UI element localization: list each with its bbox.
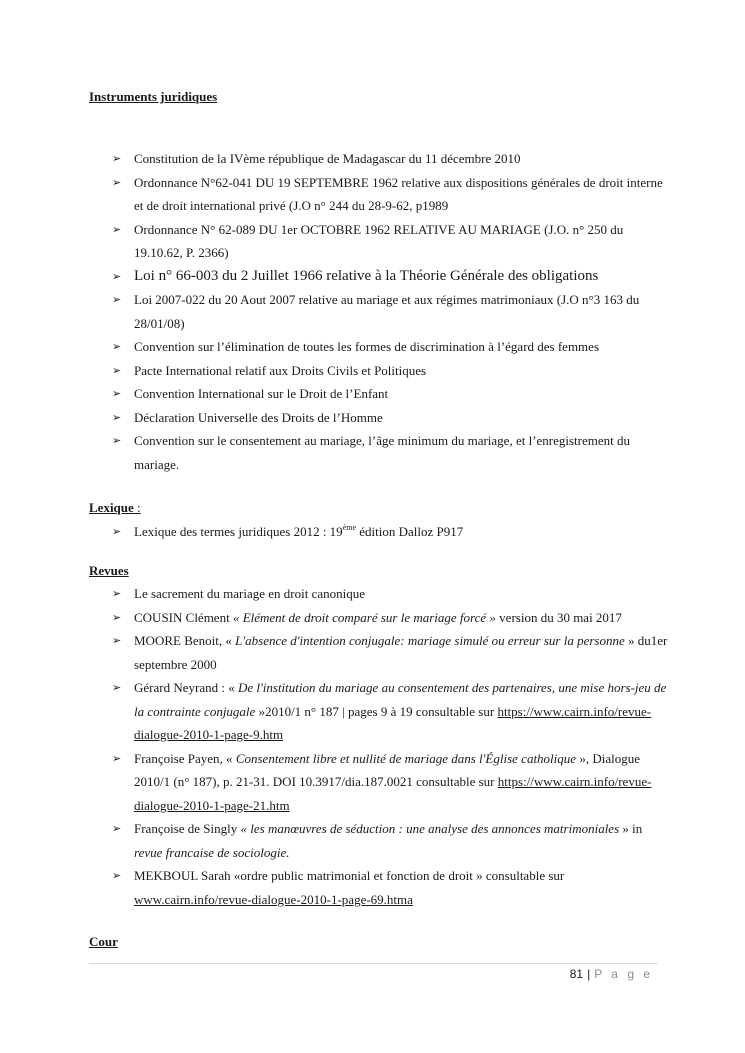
arrow-bullet-icon: ➢ xyxy=(112,869,122,882)
arrow-bullet-icon: ➢ xyxy=(112,387,122,400)
list-item: ➢ Convention International sur le Droit de l’Enfant xyxy=(112,382,672,406)
list-item: ➢ Convention sur le consentement au mariage, l’âge minimum du mariage, et l’enregistrement du mariage. xyxy=(112,429,672,476)
list-item: ➢ Constitution de la IVème république de Madagascar du 11 décembre 2010 xyxy=(112,147,672,171)
page-number: 81 xyxy=(569,967,584,981)
page-footer xyxy=(570,967,653,981)
list-item: ➢ Déclaration Universelle des Droits de l’Homme xyxy=(112,406,672,430)
section-title-instruments: Instruments juridiques xyxy=(89,89,218,104)
list-item: ➢ Françoise de Singly « les manœuvres de séduction : une analyse des annonces matrimoniales » in revue francaise de sociologie. xyxy=(112,817,672,864)
list-item: ➢ Le sacrement du mariage en droit canonique xyxy=(112,582,672,606)
list-item: ➢ Pacte International relatif aux Droits Civils et Politiques xyxy=(112,359,672,383)
arrow-bullet-icon: ➢ xyxy=(112,340,122,353)
list-item: ➢ MEKBOUL Sarah «ordre public matrimonial et fonction de droit » consultable sur www.cairn.info/revue-dialogue-2010-1-page-69.htma xyxy=(112,864,672,911)
list-item: ➢ COUSIN Clément « Elément de droit comparé sur le mariage forcé » version du 30 mai 2017 xyxy=(112,606,672,630)
instruments-list xyxy=(112,147,672,476)
arrow-bullet-icon: ➢ xyxy=(112,222,122,236)
arrow-bullet-icon: ➢ xyxy=(112,152,122,165)
list-item: ➢ Loi 2007-022 du 20 Aout 2007 relative au mariage et aux régimes matrimoniaux (J.O n°3 163 du 28/01/08) xyxy=(112,288,672,335)
cairn-link[interactable]: www.cairn.info/revue-dialogue-2010-1-page-69.htma xyxy=(134,891,413,907)
arrow-bullet-icon: ➢ xyxy=(112,363,122,377)
arrow-bullet-icon: ➢ xyxy=(112,681,122,694)
section-title-revues: Revues xyxy=(89,563,129,578)
list-item: ➢ Gérard Neyrand : « De l'institution du mariage au consentement des partenaires, une mise hors-jeu de la contrainte conjugale »2010/1 n° 187 | pages 9 à 19 consultable sur https://www.cairn.info/revue-dialogue-2010-1-page-9.htm xyxy=(112,676,672,747)
cairn-link[interactable]: https://www.cairn.info/revue-dialogue-2010-1-page-9.htm xyxy=(134,703,652,742)
footer-divider xyxy=(89,963,658,964)
arrow-bullet-icon: ➢ xyxy=(112,293,122,306)
revues-list xyxy=(112,582,672,911)
footer-separator: | xyxy=(587,967,591,981)
list-item: ➢ Ordonnance N°62-041 DU 19 SEPTEMBRE 1962 relative aux dispositions générales de droit interne et de droit international privé (J.O n° 244 du 28-9-62, p1989 xyxy=(112,171,672,218)
lexique-list xyxy=(112,520,672,544)
cairn-link[interactable]: https://www.cairn.info/revue-dialogue-2010-1-page-21.htm xyxy=(134,774,652,813)
arrow-bullet-icon: ➢ xyxy=(112,610,122,624)
arrow-bullet-icon: ➢ xyxy=(112,822,122,835)
list-item: ➢ Lexique des termes juridiques 2012 : 19ème édition Dalloz P917 xyxy=(112,520,672,544)
list-item: ➢ Ordonnance N° 62-089 DU 1er OCTOBRE 1962 RELATIVE AU MARIAGE (J.O. n° 250 du 19.10.62, P. 2366) xyxy=(112,218,672,265)
arrow-bullet-icon: ➢ xyxy=(112,434,122,447)
list-item: ➢ Françoise Payen, « Consentement libre et nullité de mariage dans l'Église catholique », Dialogue 2010/1 (n° 187), p. 21-31. DOI 10.3917/dia.187.0021 consultable sur https://www.cairn.info/revue-dialogue-2010-1-page-21.htm xyxy=(112,747,672,818)
list-item: ➢ MOORE Benoit, « L'absence d'intention conjugale: mariage simulé ou erreur sur la personne » du1er septembre 2000 xyxy=(112,629,672,676)
page-label: P a g e xyxy=(594,967,653,981)
section-title-cour: Cour xyxy=(89,934,118,949)
list-item: ➢ Convention sur l’élimination de toutes les formes de discrimination à l’égard des femmes xyxy=(112,335,672,359)
arrow-bullet-icon: ➢ xyxy=(112,634,122,647)
section-title-lexique: Lexique : xyxy=(89,500,141,515)
arrow-bullet-icon: ➢ xyxy=(112,525,122,538)
arrow-bullet-icon: ➢ xyxy=(112,175,122,189)
arrow-bullet-icon: ➢ xyxy=(112,587,122,600)
arrow-bullet-icon: ➢ xyxy=(112,410,122,424)
arrow-bullet-icon: ➢ xyxy=(112,751,122,765)
list-item: ➢ Loi n° 66-003 du 2 Juillet 1966 relative à la Théorie Générale des obligations xyxy=(112,265,672,289)
arrow-bullet-icon: ➢ xyxy=(112,269,122,283)
